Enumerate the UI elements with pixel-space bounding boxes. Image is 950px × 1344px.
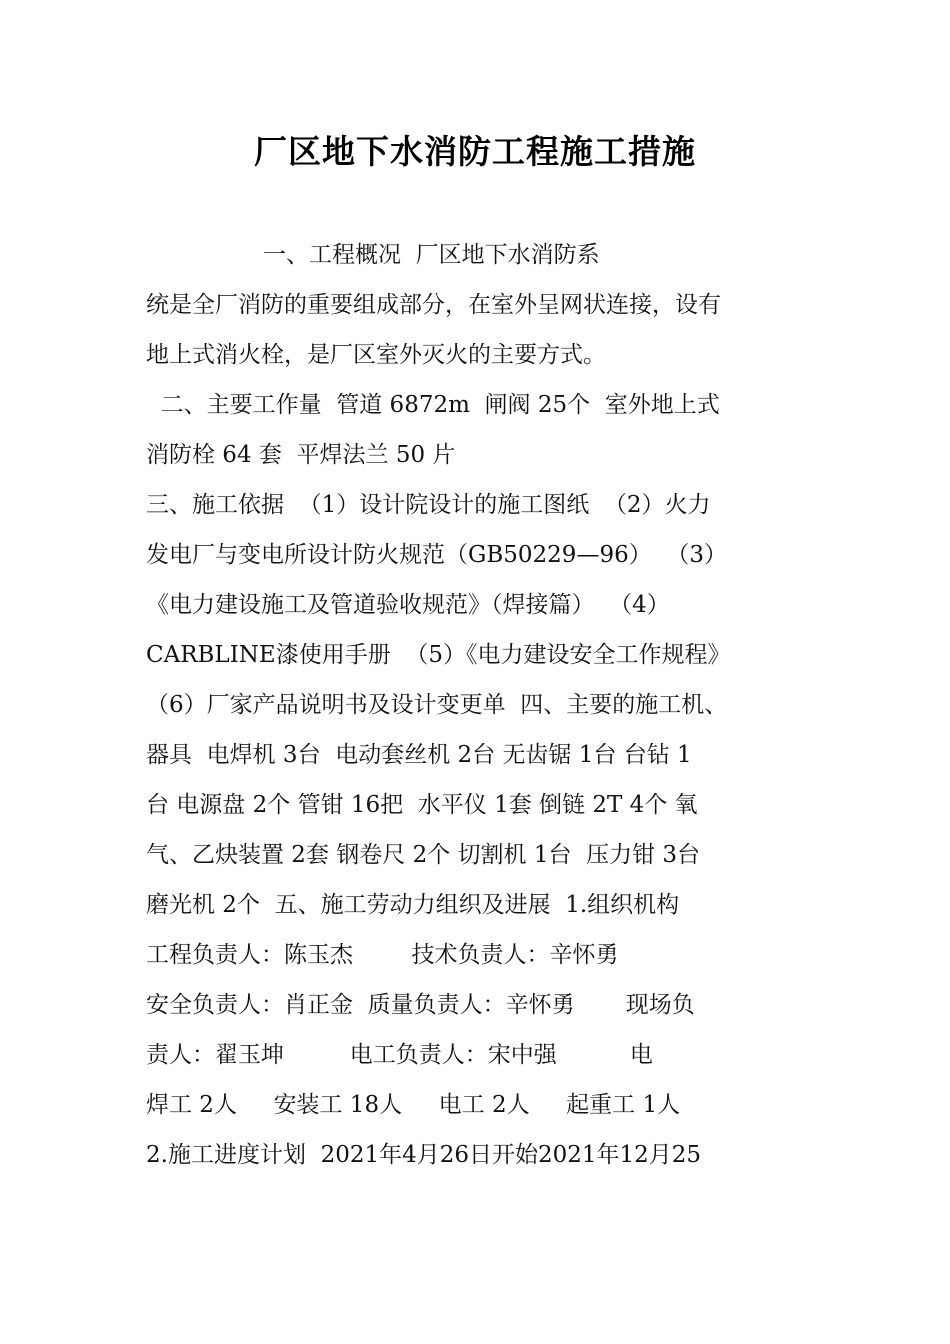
body-line-3: 地上式消火栓，是厂区室外灭火的主要方式。 — [146, 342, 606, 368]
body-line-17: 责人：翟玉坤 电工负责人：宋中强 电 — [146, 1042, 653, 1068]
body-line-18: 焊工 2人 安装工 18人 电工 2人 起重工 1人 — [146, 1092, 681, 1118]
document-title: 厂区地下水消防工程施工措施 — [254, 132, 696, 171]
body-line-1: 一、工程概况 厂区地下水消防系 — [146, 242, 600, 268]
body-line-19: 2.施工进度计划 2021年4月26日开始2021年12月25 — [146, 1142, 702, 1168]
body-line-9: CARBLINE漆使用手册 （5）《电力建设安全工作规程》 — [146, 642, 731, 668]
body-line-6: 三、施工依据 （1）设计院设计的施工图纸 （2）火力 — [146, 492, 711, 518]
body-line-16: 安全负责人：肖正金 质量负责人：辛怀勇 现场负 — [146, 992, 695, 1018]
body-line-14: 磨光机 2个 五、施工劳动力组织及进展 1.组织机构 — [146, 892, 680, 918]
body-line-13: 气、乙炔装置 2套 钢卷尺 2个 切割机 1台 压力钳 3台 — [146, 842, 701, 868]
body-line-2: 统是全厂消防的重要组成部分，在室外呈网状连接，设有 — [146, 292, 721, 318]
body-line-8: 《电力建设施工及管道验收规范》（焊接篇） （4） — [146, 592, 670, 618]
body-line-10: （6）厂家产品说明书及设计变更单 四、主要的施工机、 — [146, 692, 728, 718]
body-line-15: 工程负责人：陈玉杰 技术负责人：辛怀勇 — [146, 942, 619, 968]
body-line-7: 发电厂与变电所设计防火规范（GB50229—96） （3） — [146, 542, 727, 568]
body-line-12: 台 电源盘 2个 管钳 16把 水平仪 1套 倒链 2T 4个 氧 — [146, 792, 698, 818]
body-line-4: 二、主要工作量 管道 6872m 闸阀 25个 室外地上式 — [146, 392, 720, 418]
body-line-11: 器具 电焊机 3台 电动套丝机 2台 无齿锯 1台 台钻 1 — [146, 742, 692, 768]
body-line-5: 消防栓 64 套 平焊法兰 50 片 — [146, 442, 456, 468]
